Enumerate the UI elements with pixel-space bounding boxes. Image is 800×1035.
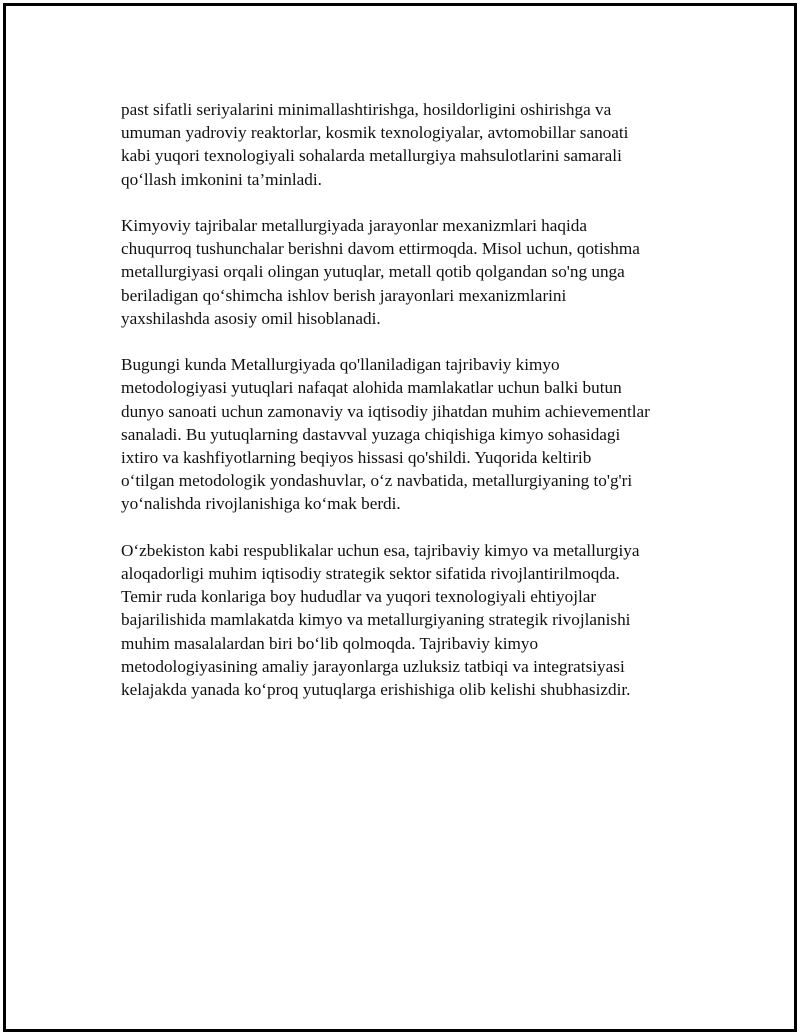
paragraph-3	[121, 353, 701, 515]
document-body	[121, 98, 701, 724]
text-line: bajarilishida mamlakatda kimyo va metallurgiyaning strategik rivojlanishi	[121, 610, 631, 630]
paragraph-4	[121, 539, 701, 701]
text-line: past sifatli seriyalarini minimallashtirishga, hosildorligini oshirishga va	[121, 100, 612, 119]
text-line: metallurgiyasi orqali olingan yutuqlar, metall qotib qolgandan so'ng unga	[121, 262, 625, 282]
paragraph-2	[121, 214, 701, 330]
text-line: o‘tilgan metodologik yondashuvlar, o‘z navbatida, metallurgiyaning to'g'ri	[121, 471, 633, 491]
text-line: beriladigan qo‘shimcha ishlov berish jarayonlari mexanizmlarini	[121, 285, 567, 305]
text-line: kelajakda yanada ko‘proq yutuqlarga erishishiga olib kelishi shubhasizdir.	[121, 680, 631, 700]
text-line: yo‘nalishda rivojlanishiga ko‘mak berdi.	[121, 494, 401, 514]
text-line: ixtiro va kashfiyotlarning beqiyos hissasi qo'shildi. Yuqorida keltirib	[121, 448, 592, 468]
text-line: aloqadorligi muhim iqtisodiy strategik sektor sifatida rivojlantirilmoqda.	[121, 564, 620, 584]
text-line: metodologiyasi yutuqlari nafaqat alohida mamlakatlar uchun balki butun	[121, 378, 622, 398]
text-line: sanaladi. Bu yutuqlarning dastavval yuzaga chiqishiga kimyo sohasidagi	[121, 424, 621, 444]
text-line: yaxshilashda asosiy omil hisoblanadi.	[121, 308, 381, 328]
text-line: chuqurroq tushunchalar berishni davom ettirmoqda. Misol uchun, qotishma	[121, 239, 640, 259]
text-line: metodologiyasining amaliy jarayonlarga uzluksiz tatbiqi va integratsiyasi	[121, 656, 625, 676]
text-line: qo‘llash imkonini ta’minladi.	[121, 169, 322, 189]
text-line: Kimyoviy tajribalar metallurgiyada jarayonlar mexanizmlari haqida	[121, 216, 587, 235]
text-line: kabi yuqori texnologiyali sohalarda metallurgiya mahsulotlarini samarali	[121, 146, 622, 166]
paragraph-1	[121, 98, 701, 191]
text-line: Bugungi kunda Metallurgiyada qo'llaniladigan tajribaviy kimyo	[121, 355, 560, 375]
text-line: muhim masalalardan biri bo‘lib qolmoqda. Tajribaviy kimyo	[121, 633, 539, 653]
page-frame	[3, 3, 797, 1032]
text-line: dunyo sanoati uchun zamonaviy va iqtisodiy jihatdan muhim achievementlar	[121, 401, 650, 421]
text-line: O‘zbekiston kabi respublikalar uchun esa, tajribaviy kimyo va metallurgiya	[121, 540, 640, 560]
text-line: Temir ruda konlariga boy hududlar va yuqori texnologiyali ehtiyojlar	[121, 587, 597, 607]
text-line: umuman yadroviy reaktorlar, kosmik texnologiyalar, avtomobillar sanoati	[121, 123, 629, 143]
